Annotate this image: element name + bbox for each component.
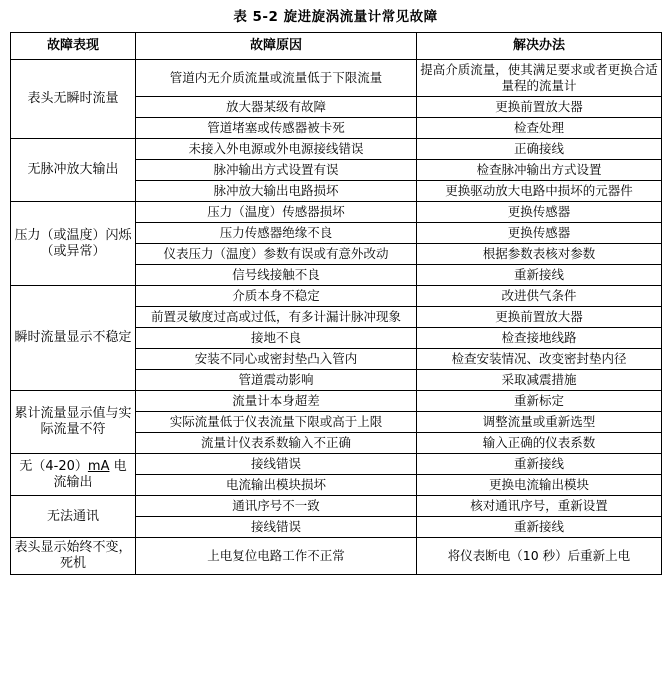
cause-cell: 接地不良 <box>136 328 417 349</box>
table-row <box>11 454 662 475</box>
solution-cell: 重新接线 <box>417 454 662 475</box>
cause-cell: 管道震动影响 <box>136 370 417 391</box>
cause-cell: 脉冲输出方式设置有误 <box>136 160 417 181</box>
cause-cell: 流量计本身超差 <box>136 391 417 412</box>
table-row <box>11 139 662 160</box>
solution-cell: 根据参数表核对参数 <box>417 244 662 265</box>
solution-cell: 检查处理 <box>417 118 662 139</box>
cause-cell: 安装不同心或密封垫凸入管内 <box>136 349 417 370</box>
table-row <box>11 538 662 575</box>
cause-cell: 通讯序号不一致 <box>136 496 417 517</box>
symptom-cell: 压力（或温度）闪烁（或异常） <box>11 202 136 286</box>
symptom-cell: 瞬时流量显示不稳定 <box>11 286 136 391</box>
cause-cell: 接线错误 <box>136 517 417 538</box>
solution-cell: 正确接线 <box>417 139 662 160</box>
solution-cell: 更换传感器 <box>417 202 662 223</box>
cause-cell: 仪表压力（温度）参数有误或有意外改动 <box>136 244 417 265</box>
solution-cell: 检查脉冲输出方式设置 <box>417 160 662 181</box>
cause-cell: 未接入外电源或外电源接线错误 <box>136 139 417 160</box>
solution-cell: 将仪表断电（10 秒）后重新上电 <box>417 538 662 575</box>
cause-cell: 压力（温度）传感器损坏 <box>136 202 417 223</box>
solution-cell: 更换前置放大器 <box>417 307 662 328</box>
cause-cell: 实际流量低于仪表流量下限或高于上限 <box>136 412 417 433</box>
fault-table <box>10 32 662 575</box>
column-header-solution: 解决办法 <box>417 33 662 60</box>
symptom-cell: 累计流量显示值与实际流量不符 <box>11 391 136 454</box>
symptom-cell: 无脉冲放大输出 <box>11 139 136 202</box>
solution-cell: 重新接线 <box>417 517 662 538</box>
column-header-symptom: 故障表现 <box>11 33 136 60</box>
symptom-cell: 无法通讯 <box>11 496 136 538</box>
table-row <box>11 202 662 223</box>
solution-cell: 输入正确的仪表系数 <box>417 433 662 454</box>
solution-cell: 更换传感器 <box>417 223 662 244</box>
solution-cell: 改进供气条件 <box>417 286 662 307</box>
cause-cell: 管道内无介质流量或流量低于下限流量 <box>136 60 417 97</box>
solution-cell: 采取减震措施 <box>417 370 662 391</box>
symptom-cell: 无（4-20）mA 电流输出 <box>11 454 136 496</box>
cause-cell: 管道堵塞或传感器被卡死 <box>136 118 417 139</box>
cause-cell: 流量计仪表系数输入不正确 <box>136 433 417 454</box>
cause-cell: 电流输出模块损坏 <box>136 475 417 496</box>
cause-cell: 前置灵敏度过高或过低，有多计漏计脉冲现象 <box>136 307 417 328</box>
table-row <box>11 391 662 412</box>
cause-cell: 放大器某级有故障 <box>136 97 417 118</box>
solution-cell: 更换驱动放大电路中损坏的元器件 <box>417 181 662 202</box>
underlined-text: mA <box>87 458 110 474</box>
table-row <box>11 496 662 517</box>
cause-cell: 脉冲放大输出电路损坏 <box>136 181 417 202</box>
table-header-row <box>11 33 662 60</box>
cause-cell: 信号线接触不良 <box>136 265 417 286</box>
symptom-cell: 表头显示始终不变，死机 <box>11 538 136 575</box>
table-row <box>11 60 662 97</box>
cause-cell: 接线错误 <box>136 454 417 475</box>
cause-cell: 介质本身不稳定 <box>136 286 417 307</box>
solution-cell: 检查安装情况、改变密封垫内径 <box>417 349 662 370</box>
cause-cell: 上电复位电路工作不正常 <box>136 538 417 575</box>
solution-cell: 更换电流输出模块 <box>417 475 662 496</box>
column-header-cause: 故障原因 <box>136 33 417 60</box>
solution-cell: 提高介质流量，使其满足要求或者更换合适量程的流量计 <box>417 60 662 97</box>
solution-cell: 调整流量或重新选型 <box>417 412 662 433</box>
solution-cell: 检查接地线路 <box>417 328 662 349</box>
table-row <box>11 286 662 307</box>
table-body <box>11 60 662 575</box>
solution-cell: 核对通讯序号，重新设置 <box>417 496 662 517</box>
symptom-cell: 表头无瞬时流量 <box>11 60 136 139</box>
page-title: 表 5-2 旋进旋涡流量计常见故障 <box>233 9 438 25</box>
solution-cell: 重新接线 <box>417 265 662 286</box>
solution-cell: 重新标定 <box>417 391 662 412</box>
solution-cell: 更换前置放大器 <box>417 97 662 118</box>
cause-cell: 压力传感器绝缘不良 <box>136 223 417 244</box>
